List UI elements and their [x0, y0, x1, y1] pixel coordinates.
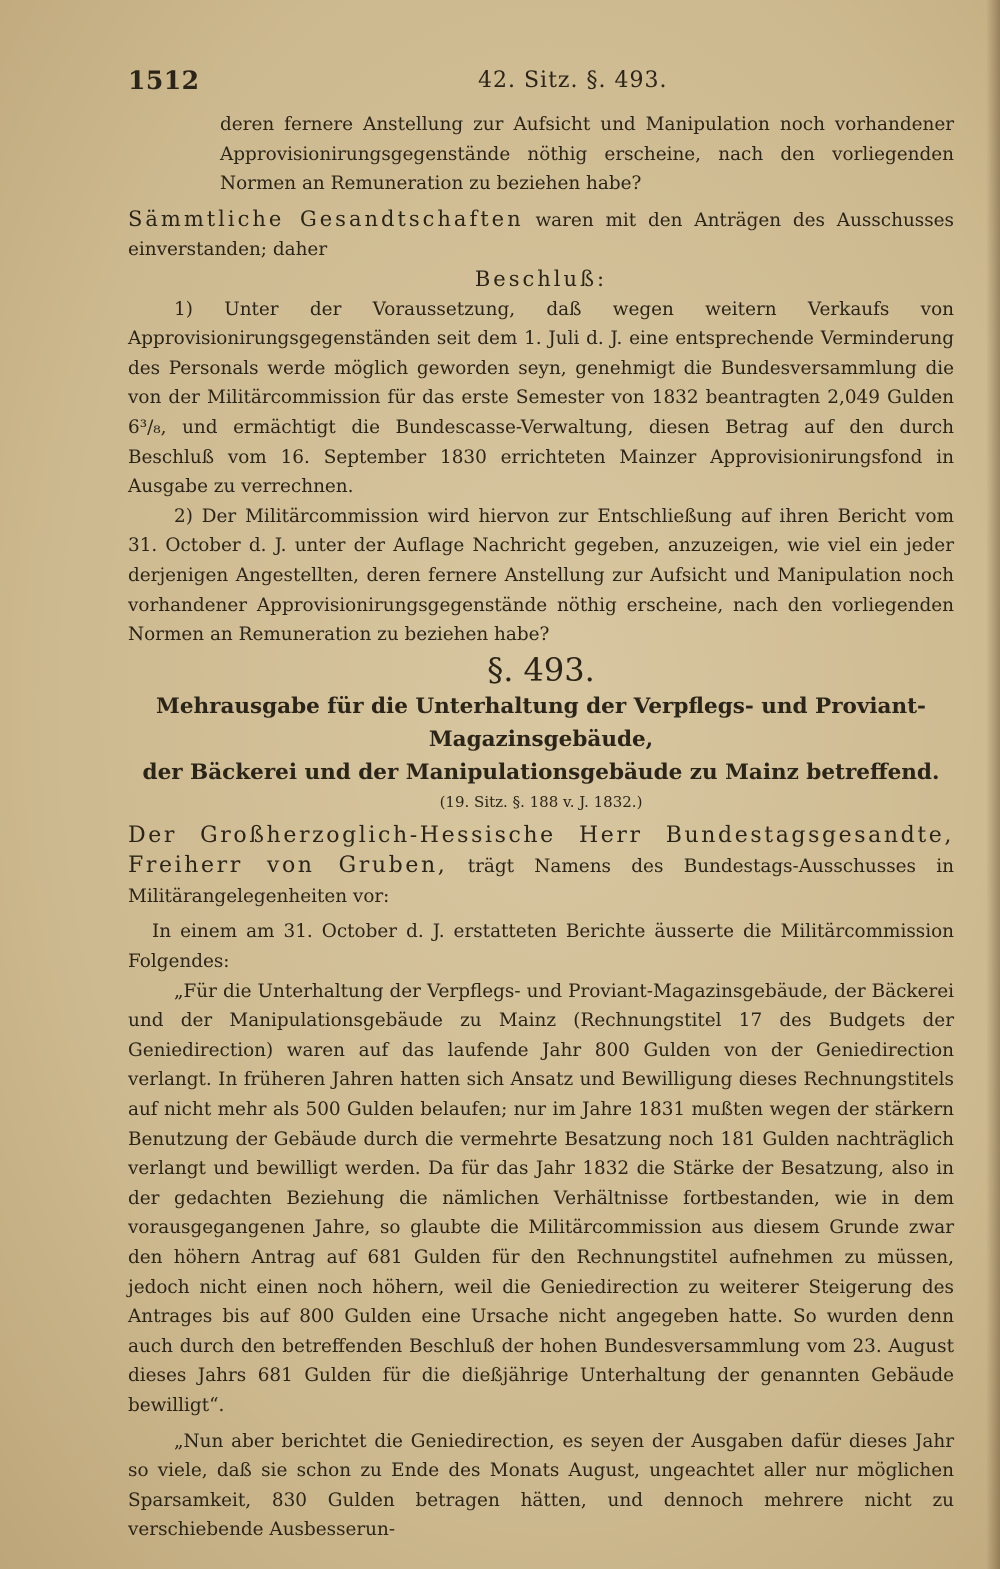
- running-head: 42. Sitz. §. 493.: [478, 68, 668, 93]
- paragraph-quote-2: „Nun aber berichtet die Geniedirection, es seyen der Ausgaben dafür dieses Jahr so viele, daß sie schon zu Ende des Monats August, ungeachtet aller nur möglichen Sparsamkeit, 830 Gulden betragen hätten, und dennoch mehrere nicht zu verschiebende Ausbesserun-: [128, 1430, 954, 1541]
- page-header: [128, 66, 958, 102]
- paragraph-quote-1: „Für die Unterhaltung der Verpflegs- und Proviant-Magazinsgebäude, der Bäckerei und der Manipulationsgebäude zu Mainz (Rechnungstitel 17 des Budgets der Geniedirection) waren auf das laufende Jahr 800 Gulden von der Geniedirection verlangt. In früheren Jahren hatten sich Ansatz und Bewilligung dieses Rechnungstitels auf nicht mehr als 500 Gulden belaufen; nur im Jahre 1831 mußten wegen der stärkern Benutzung der Gebäude durch die vermehrte Besatzung noch 181 Gulden nachträglich verlangt und bewilligt werden. Da für das Jahr 1832 die Stärke der Besatzung, also in der gedachten Beziehung die nämlichen Verhältnisse fortbestanden, wie in dem vorausgegangenen Jahre, so glaubte die Militärcommission aus diesem Grunde zwar den höhern Antrag auf 681 Gulden für den Rechnungstitel aufnehmen zu müssen, jedoch nicht einen noch höhern, weil die Geniedirection zu weiterer Steigerung des Antrages bis auf 800 Gulden eine Ursache nicht angegeben hatte. So wurden denn auch durch den betreffenden Beschluß der hohen Bundesversammlung vom 23. August dieses Jahrs 681 Gulden für die dießjährige Unterhaltung der genannten Gebäude bewilligt“.: [128, 980, 954, 1416]
- page-number: 1512: [128, 66, 200, 95]
- paragraph-continuation: deren fernere Anstellung zur Aufsicht und Manipulation noch vorhandener Approvisionirungsgegenstände nöthig erscheine, nach den vorliegenden Normen an Remuneration zu beziehen habe?: [220, 114, 954, 195]
- section-title-line-2: der Bäckerei und der Manipulationsgebäude zu Mainz betreffend.: [142, 759, 940, 785]
- section-title-line-1: Mehrausgabe für die Unterhaltung der Verpflegs- und Proviant-Magazinsgebäude,: [156, 693, 926, 752]
- page-edge-shadow: [986, 0, 1000, 1569]
- emphasis-gesandtschaften: Sämmtliche Gesandtschaften: [128, 206, 524, 231]
- paragraph-gesandtschaften: [128, 205, 954, 265]
- speaker-text: trägt Namens des Bundestags-Ausschusses in Militärangelegenheiten vor:: [128, 856, 954, 907]
- paragraph-bericht: In einem am 31. October d. J. erstatteten Berichte äusserte die Militärcommission Folgendes:: [128, 921, 954, 973]
- speaker-name: Der Großherzoglich-Hessische Herr Bundestagsgesandte, Freiherr von Gruben,: [128, 822, 954, 879]
- resolution-item-2: 2) Der Militärcommission wird hiervon zur Entschließung auf ihren Bericht vom 31. October d. J. unter der Auflage Nachricht gegeben, anzuzeigen, wie viel ein jeder derjenigen Angestellten, deren fernere Anstellung zur Aufsicht und Manipulation noch vorhandener Approvisionirungsgegenstände nöthig erscheine, nach den vorliegenden Normen an Remuneration zu beziehen habe?: [128, 505, 954, 646]
- resolution-item-1: 1) Unter der Voraussetzung, daß wegen weitern Verkaufs von Approvisionirungsgegenständen seit dem 1. Juli d. J. eine entsprechende Verminderung des Personals werde möglich geworden seyn, genehmigt die Bundesversammlung die von der Militärcommission für das erste Semester von 1832 beantragten 2,049 Gulden 6³/₈, und ermächtigt die Bundescasse-Verwaltung, diesen Betrag auf den durch Beschluß vom 16. September 1830 errichteten Mainzer Approvisionirungsfond in Ausgabe zu verrechnen.: [128, 298, 954, 498]
- section-number: §. 493.: [487, 650, 595, 689]
- speaker-paragraph: [128, 821, 954, 912]
- section-reference: (19. Sitz. §. 188 v. J. 1832.): [439, 792, 643, 811]
- page-body: [128, 110, 954, 1545]
- beschluss-heading: Beschluß:: [474, 266, 608, 291]
- paragraph-gesandtschaften-text: waren mit den Anträgen des Ausschusses einverstanden; daher: [128, 209, 954, 261]
